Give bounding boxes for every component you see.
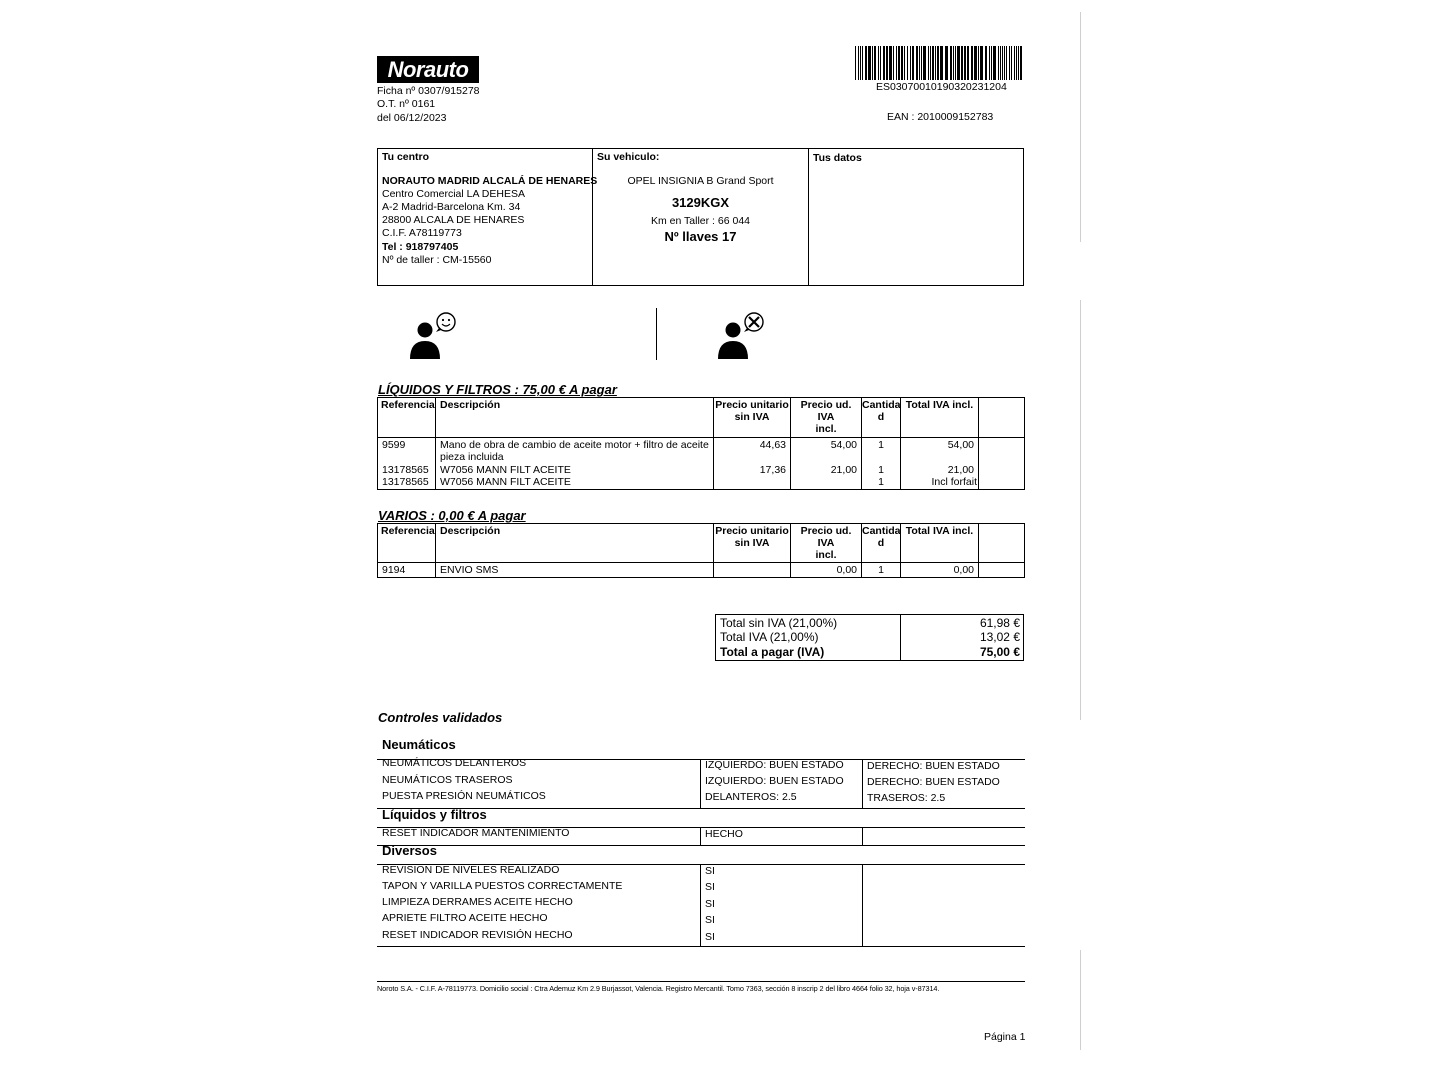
col-precio-unitario: Precio unitario sin IVA	[714, 398, 791, 438]
centro-name: NORAUTO MADRID ALCALÁ DE HENARES	[382, 175, 598, 187]
barcode-bar	[916, 46, 918, 80]
diversos-row-3: LIMPIEZA DERRAMES ACEITE HECHO	[382, 896, 573, 908]
neumaticos-row-3: PUESTA PRESIÓN NEUMÁTICOS	[382, 790, 546, 802]
col-descripcion: Descripción	[436, 398, 714, 438]
barcode-bar	[904, 46, 905, 80]
barcode-bar	[1011, 46, 1012, 80]
barcode-bar	[901, 46, 903, 80]
col-empty	[979, 398, 1025, 438]
barcode-bar	[935, 46, 936, 80]
total-iva-value: 13,02 €	[979, 630, 1020, 644]
barcode-bar	[961, 46, 963, 80]
liquidos-controles-row-1: RESET INDICADOR MANTENIMIENTO	[382, 827, 570, 839]
barcode-bar	[978, 46, 979, 80]
barcode-bar	[937, 46, 939, 80]
varios-header-row: Referencia Descripción Precio unitario sin IVA Precio ud. IVA incl. Cantida d Total IVA incl.	[378, 524, 1025, 563]
varios-title: VARIOS : 0,00 € A pagar	[378, 508, 526, 523]
barcode-bar	[964, 46, 966, 80]
neumaticos-row-1: NEUMÁTICOS DELANTEROS	[382, 757, 527, 769]
norauto-logo: Norauto	[377, 56, 479, 83]
centro-taller: Nº de taller : CM-15560	[382, 254, 492, 266]
col-total: Total IVA incl.	[901, 398, 979, 438]
barcode-bar	[991, 46, 992, 80]
barcode-bar	[889, 46, 892, 80]
barcode-bar	[1018, 46, 1019, 80]
diversos-row-4-a: SI	[705, 914, 715, 926]
neumaticos-row-3-b: TRASEROS: 2.5	[867, 792, 946, 804]
barcode-bar	[971, 46, 973, 80]
vehiculo-plate: 3129KGX	[671, 195, 730, 210]
barcode-bar	[985, 46, 987, 80]
liquidos-controles-row-1-a: HECHO	[705, 828, 743, 840]
barcode-bar	[1009, 46, 1010, 80]
icon-divider	[656, 308, 657, 360]
liquidos-table	[377, 397, 1025, 490]
barcode-bar	[868, 46, 871, 80]
barcode-bar	[955, 46, 956, 80]
barcode-bar	[945, 46, 948, 80]
invoice-date: del 06/12/2023	[377, 112, 447, 124]
barcode-bar	[1014, 46, 1015, 80]
barcode-bar	[930, 46, 931, 80]
mechanic-tools-icon	[716, 310, 768, 360]
barcode-bar	[980, 46, 983, 80]
barcode-bar	[862, 46, 863, 80]
col-cantidad: Cantida d	[862, 398, 901, 438]
centro-label: Tu centro	[382, 151, 430, 163]
barcode-bar	[1000, 46, 1001, 80]
barcode-bar	[865, 46, 867, 80]
table-row: 9599 Mano de obra de cambio de aceite motor + filtro de aceite pieza incluida 44,63 54,00 1 54,00	[378, 438, 1025, 465]
col-precio-iva: Precio ud. IVA incl.	[791, 398, 862, 438]
neumaticos-row-2-a: IZQUIERDO: BUEN ESTADO	[705, 775, 844, 787]
barcode-bar	[1004, 46, 1005, 80]
diversos-row-3-a: SI	[705, 898, 715, 910]
footer-rule	[377, 981, 1025, 982]
barcode-bar	[883, 46, 885, 80]
varios-table	[377, 523, 1025, 578]
barcode-bar	[910, 46, 911, 80]
diversos-row-5: RESET INDICADOR REVISIÓN HECHO	[382, 929, 573, 941]
diversos-row-1: REVISION DE NIVELES REALIZADO	[382, 864, 560, 876]
total-sin-iva-value: 61,98 €	[979, 616, 1020, 630]
barcode-bar	[878, 46, 879, 80]
barcode-bar	[872, 46, 873, 80]
total-pagar-label: Total a pagar (IVA)	[720, 645, 825, 659]
barcode-bar	[1020, 46, 1022, 80]
barcode-bar	[989, 46, 990, 80]
datos-label: Tus datos	[813, 152, 862, 164]
neumaticos-row-2: NEUMÁTICOS TRASEROS	[382, 774, 513, 786]
table-row: 13178565 W7056 MANN FILT ACEITE 17,36 21,00 1 21,00	[378, 464, 1025, 476]
diversos-row-1-a: SI	[705, 865, 715, 877]
vehiculo-model: OPEL INSIGNIA B Grand Sport	[627, 175, 774, 187]
barcode-bar	[919, 46, 920, 80]
table-row: 13178565 W7056 MANN FILT ACEITE 1 Incl forfait	[378, 476, 1025, 490]
barcode-bar	[974, 46, 977, 80]
ot-number: O.T. nº 0161	[377, 98, 436, 110]
centro-tel: Tel : 918797405	[382, 241, 459, 253]
centro-line3: 28800 ALCALA DE HENARES	[382, 214, 525, 226]
total-iva-label: Total IVA (21,00%)	[720, 630, 819, 644]
barcode-bar	[858, 46, 859, 80]
ficha-number: Ficha nº 0307/915278	[377, 85, 480, 97]
table-row: 9194 ENVIO SMS 0,00 1 0,00	[378, 563, 1025, 578]
barcode-bar	[957, 46, 960, 80]
barcode-bar	[950, 46, 952, 80]
barcode-bar	[967, 46, 969, 80]
barcode-bar	[855, 46, 856, 80]
barcode-bar	[928, 46, 929, 80]
diversos-title: Diversos	[382, 843, 437, 858]
neumaticos-row-2-b: DERECHO: BUEN ESTADO	[867, 776, 1000, 788]
barcode-bar	[896, 46, 897, 80]
liquidos-header-row	[378, 398, 1025, 438]
barcode-image	[855, 46, 1023, 80]
liquidos-title: LÍQUIDOS Y FILTROS : 75,00 € A pagar	[378, 382, 617, 397]
neumaticos-row-3-a: DELANTEROS: 2.5	[705, 791, 797, 803]
barcode-bar	[953, 46, 954, 80]
barcode-bar	[923, 46, 926, 80]
barcode-bar	[940, 46, 943, 80]
barcode-text: ES0307001019032023120​4	[876, 81, 1007, 93]
vehiculo-label: Su vehiculo:	[597, 151, 660, 163]
barcode-bar	[912, 46, 914, 80]
neumaticos-row-1-a: IZQUIERDO: BUEN ESTADO	[705, 759, 844, 771]
barcode-bar	[921, 46, 922, 80]
barcode-bar	[1002, 46, 1003, 80]
barcode-bar	[1006, 46, 1007, 80]
vehiculo-llaves: Nº llaves 17	[664, 229, 737, 244]
diversos-row-4: APRIETE FILTRO ACEITE HECHO	[382, 912, 548, 924]
barcode-bar	[907, 46, 908, 80]
vehiculo-km: Km en Taller : 66 044	[650, 215, 751, 227]
customer-happy-icon	[408, 310, 460, 360]
total-pagar-value: 75,00 €	[979, 645, 1020, 659]
footer-legal: Noroto S.A. - C.I.F. A-78119773. Domicilio social : Ctra Ademuz Km 2.9 Burjassot, Valencia. Registro Mercantil. Tomo 7363, sección 8 inscrip 2 del libro 4664 folio 32, hoja v-87314.	[377, 984, 940, 993]
barcode-bar	[993, 46, 996, 80]
barcode-bar	[880, 46, 881, 80]
barcode-bar	[893, 46, 894, 80]
diversos-row-2: TAPON Y VARILLA PUESTOS CORRECTAMENTE	[382, 880, 623, 892]
diversos-row-2-a: SI	[705, 881, 715, 893]
barcode-bar	[898, 46, 900, 80]
liquidos-controles-title: Líquidos y filtros	[382, 807, 487, 822]
total-sin-iva-label: Total sin IVA (21,00%)	[720, 616, 838, 630]
neumaticos-title: Neumáticos	[382, 737, 456, 752]
barcode-bar	[998, 46, 999, 80]
ean-code: EAN : 2010009152783	[887, 111, 994, 123]
barcode-bar	[886, 46, 888, 80]
centro-cif: C.I.F. A78119773	[382, 227, 462, 239]
centro-line1: Centro Comercial LA DEHESA	[382, 188, 525, 200]
barcode-bar	[932, 46, 934, 80]
controles-title: Controles validados	[378, 710, 503, 725]
col-referencia: Referencia	[378, 398, 436, 438]
barcode-bar	[1016, 46, 1017, 80]
barcode-bar	[874, 46, 876, 80]
barcode-bar	[860, 46, 861, 80]
centro-line2: A-2 Madrid-Barcelona Km. 34	[382, 201, 521, 213]
neumaticos-row-1-b: DERECHO: BUEN ESTADO	[867, 760, 1000, 772]
diversos-row-5-a: SI	[705, 931, 715, 943]
page-number: Página 1	[984, 1031, 1026, 1043]
